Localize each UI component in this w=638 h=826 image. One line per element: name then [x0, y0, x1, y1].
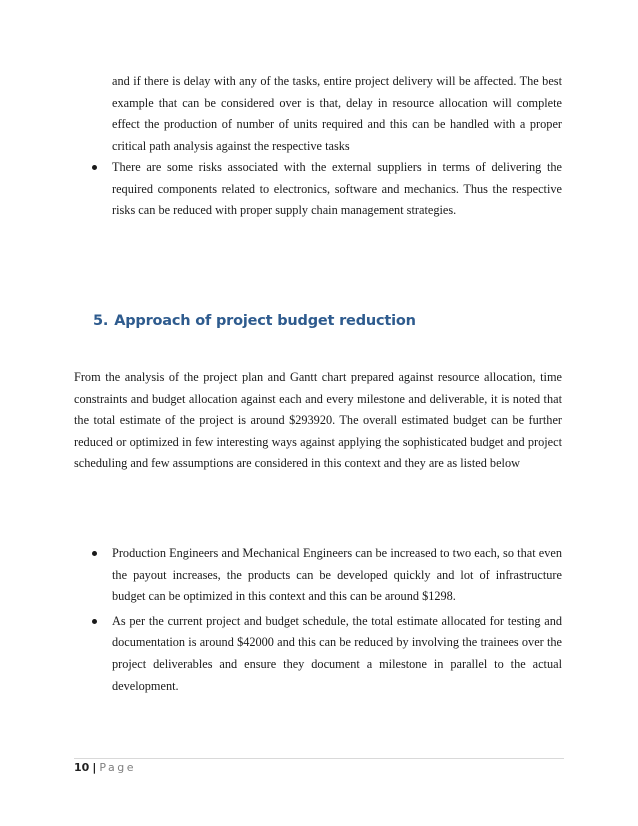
budget-bullet-list: [92, 543, 562, 700]
page-footer: [74, 761, 136, 774]
list-item: [92, 611, 562, 697]
section-heading: [93, 313, 416, 329]
section-title: Approach of project budget reduction: [114, 313, 416, 329]
list-item-text: There are some risks associated with the external suppliers in terms of delivering the required components related to electronics, software and mechanics. Thus the respective risks can be reduced with proper supply chain management strategies.: [112, 160, 562, 218]
risks-bullet-list: [92, 157, 562, 225]
bullet-icon: [92, 551, 97, 556]
list-item-text: As per the current project and budget schedule, the total estimate allocated for testing and documentation is around $42000 and this can be reduced by involving the trainees over the project deliverables and ensure they document a milestone in parallel to the actual development.: [112, 613, 562, 693]
continuation-paragraph: and if there is delay with any of the tasks, entire project delivery will be affected. The best example that can be considered over is that, delay in resource allocation will complete effect the production of number of units required and this can be handled with a proper critical path analysis against the respective tasks: [112, 74, 562, 153]
list-item: [92, 157, 562, 222]
page-label: Page: [99, 761, 136, 774]
section-number: 5.: [93, 313, 109, 329]
body-paragraph: From the analysis of the project plan and Gantt chart prepared against resource allocation, time constraints and budget allocation against each and every milestone and deliverable, it is noted that the total estimate of the project is around $293920. The overall estimated budget can be further reduced or optimized in few interesting ways against applying the sophisticated budget and project scheduling and few assumptions are considered in this context and they are as listed below: [74, 370, 562, 471]
list-item: [92, 543, 562, 608]
bullet-icon: [92, 619, 97, 624]
footer-divider: [74, 758, 564, 759]
list-item-text: Production Engineers and Mechanical Engineers can be increased to two each, so that even the payout increases, the products can be developed quickly and lot of infrastructure budget can be optimized in this context and this can be around $1298.: [112, 546, 562, 604]
page-number: 10: [74, 761, 90, 774]
footer-separator: |: [92, 761, 97, 774]
bullet-icon: [92, 165, 97, 170]
